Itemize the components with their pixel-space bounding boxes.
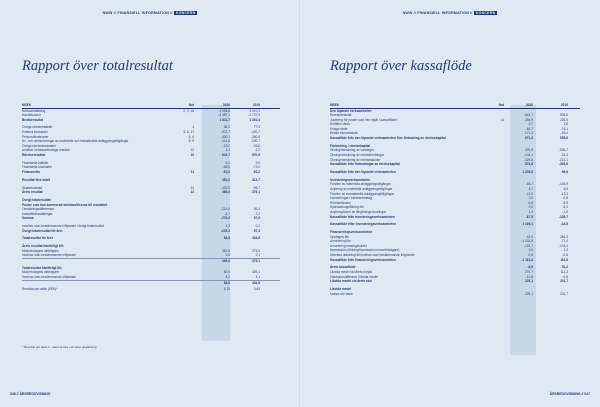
row-value-2019: 2,8: [563, 122, 568, 127]
row-value-2020: 6,1: [225, 160, 230, 165]
row-value-2020: 574,8: [525, 162, 533, 167]
row-label: Kassaflödessäkringar: [22, 211, 53, 216]
row-value-2020: -66,7: [525, 126, 533, 131]
row-value-2019: -8,9: [562, 200, 568, 205]
row-value-2019: 414,7: [252, 177, 260, 182]
row-value-2020: 1,4: [225, 148, 230, 153]
row-value-2019: -135,7: [558, 214, 568, 219]
row-value-2020: -68,8: [222, 165, 230, 170]
row-value-2020: -67,5: [525, 214, 533, 219]
row-value-2019: 6,9: [563, 186, 568, 191]
row-label: Förvärv av immateriella anläggningstillgångar: [330, 191, 395, 196]
column-2019-header: 2019: [560, 103, 568, 107]
row-label: Betald inkomstskatt: [330, 131, 358, 136]
row-value-2020: -400,1: [220, 134, 230, 139]
row-label: Moderbolagets aktieägare: [22, 270, 59, 275]
row-value-2020: -11,0: [525, 191, 533, 196]
row-label: Finansiella kostnader: [22, 165, 53, 170]
row-value-2019: 1 302,4: [249, 117, 260, 122]
row-value-2019: 375,1: [252, 259, 260, 264]
row-label: Likvida medel vid årets slut: [330, 279, 372, 284]
row-note: 12: [190, 148, 194, 153]
row-value-2019: -7,2: [254, 211, 260, 216]
row-label: Kassaflöde från den löpande verksamheten före förändring av rörelsekapital: [330, 136, 446, 141]
row-label: Poster som kan komma att omklassificeras till resultatet: [22, 202, 108, 207]
row-label: Kassaflöde från finansieringsverksamheten: [330, 257, 397, 262]
row-label: Valutakursdifferens i likvida medel: [330, 274, 378, 279]
column-2020-header: 2020: [525, 103, 533, 107]
row-label: Avyttring av materiella anläggningstillgångar: [330, 186, 393, 191]
row-value-2020: 363,0: [222, 259, 230, 264]
row-label: Övriga rörelseintäkter: [22, 125, 53, 130]
row-value-2019: -31,4: [560, 153, 568, 158]
row-value-2019: -62,2: [252, 170, 260, 174]
row-value-2019: -303,6: [558, 162, 568, 167]
row-value-2020: 84,8: [223, 236, 230, 241]
row-value-2020: 36,2: [223, 125, 230, 130]
row-label: Kassaflöde efter investeringsverksamheten: [330, 222, 396, 227]
row-value-2019: -95,7: [252, 185, 260, 190]
row-value-2020: 1 236,5: [522, 170, 533, 174]
row-value-2019: 91,2: [561, 265, 568, 270]
row-label: Upptagna lån: [330, 234, 349, 239]
row-value-2019: 2,1: [255, 253, 260, 258]
page-title: Rapport över kassaflöde: [330, 58, 472, 74]
row-label: Rörelseresultat: [22, 153, 46, 158]
row-value-2020: 4,7: [528, 186, 533, 191]
row-value-2020: 1 611,7: [219, 117, 230, 122]
row-label: Utbetald utdelning till innehav utan bestämmande inflytande: [330, 253, 415, 258]
row-note: 10: [190, 153, 194, 158]
row-value-2020: 361,5: [222, 248, 230, 253]
row-value-2020: -1 031,8: [521, 239, 533, 244]
row-label: Nettoomsättning: [22, 108, 46, 113]
row-value-2020: -472,7: [220, 130, 230, 135]
row-note: 13: [190, 190, 194, 195]
row-value-2019: -1,6: [562, 209, 568, 214]
header-prefix: NWW: [402, 11, 413, 15]
row-label: Nyemission (riktning/nyemission minoritetsägare): [330, 248, 400, 253]
row-value-2020: 264,9: [525, 117, 533, 122]
row-label: Investeringsverksamheten: [330, 177, 371, 182]
row-label: Övrigt totalresultat: [22, 197, 51, 202]
row-label: Amortering leasingskulder: [330, 243, 367, 248]
row-note: 11: [190, 170, 194, 174]
row-value-2020: -278,2: [220, 228, 230, 233]
row-label: Erhållen ränta: [330, 122, 350, 127]
row-value-2020: 43,9: [526, 234, 533, 239]
row-value-2020: 5,15: [223, 287, 230, 292]
footnote: * Resultat per aktie 1 - samma före och efter utspädning.: [22, 345, 98, 349]
row-label: Innehav utan bestämmande inflytande: [22, 275, 77, 279]
row-value-2019: -104,9: [558, 182, 568, 187]
footer-label: ÅRSREDOVISNING: [549, 392, 581, 396]
row-value-2019: 434,8: [252, 280, 260, 285]
row-value-2019: -93,4: [560, 131, 568, 136]
row-label: Årets resultat hänförligt till:: [22, 244, 64, 249]
row-value-2019: -0,8: [562, 196, 568, 201]
row-label: Resultat per aktie (SEK)*: [22, 287, 58, 292]
row-label: Totalresultat hänförligt till:: [22, 265, 63, 270]
row-value-2020: -279,3: [220, 216, 230, 221]
row-label: Rörelseförvärv: [330, 200, 351, 205]
row-note: 6, 6: [188, 134, 194, 139]
column-2019-header: 2019: [252, 103, 260, 107]
row-value-2020: 0,0: [528, 248, 533, 253]
row-value-2019: -420,7: [250, 130, 260, 135]
row-note: 4: [192, 125, 194, 130]
row-value-2019: -6,0: [562, 205, 568, 210]
row-value-2019: 434,8: [252, 236, 260, 241]
footer-label: ÅRSREDOVISNING: [19, 392, 51, 396]
page-footer: 046 // ÅRSREDOVISNING: [10, 392, 51, 396]
row-value-2020: 1,3: [528, 209, 533, 214]
row-value-2019: 110,6: [560, 257, 568, 262]
running-header: NWW // FINANSIELL INFORMATION // KONCERN: [102, 11, 196, 15]
row-label: Summa: [22, 216, 34, 221]
header-prefix: NWW: [102, 11, 113, 15]
row-value-2019: -34,5: [560, 222, 568, 227]
row-label: Handelsvaror: [22, 113, 41, 118]
row-label: Innehav utan bestämmande inflytande i övrigt totalresultat: [22, 224, 104, 229]
row-value-2020: 4 098,8: [219, 108, 230, 113]
row-value-2020: -10,8: [525, 274, 533, 279]
row-note: 14: [500, 117, 504, 122]
row-value-2020: -0,6: [527, 253, 533, 258]
row-label: Personalkostnader: [22, 134, 49, 139]
row-label: Finansiella intäkter: [22, 160, 49, 165]
row-value-2020: -1 113,4: [521, 257, 533, 262]
row-label: Finansieringsverksamheten: [330, 230, 373, 235]
page-footer: ÅRSREDOVISNING // 047: [549, 392, 590, 396]
row-label: Kassaflöde från förändringar av rörelsekapital: [330, 162, 400, 167]
row-label: Årets kassaflöde: [330, 265, 356, 270]
row-value-2019: -2 707,9: [248, 113, 260, 118]
row-label: Årets resultat: [22, 190, 43, 195]
row-note: 2, 3, 18: [183, 108, 194, 113]
row-label: Resultat före skatt: [22, 177, 50, 182]
row-value-2020: 476,9: [525, 148, 533, 153]
row-value-2019: 5,63: [253, 287, 260, 292]
row-value-2019: 4,1: [255, 275, 260, 279]
row-label: Den löpande verksamheten: [330, 108, 372, 113]
row-value-2020: -171,3: [523, 131, 533, 136]
row-note: 12: [190, 185, 194, 190]
row-label: Investeringar i intresseföretag: [330, 196, 372, 201]
row-value-2020: 225,1: [525, 279, 533, 284]
row-value-2019: -535,7: [558, 148, 568, 153]
row-value-2020: 0,0: [528, 205, 533, 210]
row-label: Kassa och bank: [330, 291, 353, 296]
row-value-2019: 429,1: [252, 270, 260, 275]
row-label: Externa kostnader: [22, 130, 48, 135]
row-value-2020: -115,0: [221, 185, 230, 190]
row-label: Bruttoresultat: [22, 117, 44, 122]
row-value-2020: -429,5: [523, 157, 533, 162]
row-value-2019: 9,9: [255, 160, 260, 165]
row-value-2019: 0,2: [255, 224, 260, 229]
table-row: [330, 292, 580, 297]
page-number: 046: [10, 392, 16, 396]
row-value-2019: -103,4: [558, 243, 568, 248]
row-value-2020: 1 169,1: [522, 222, 533, 227]
row-value-2019: -0,6: [562, 253, 568, 258]
row-note: 5, 6, 17: [183, 130, 194, 135]
row-value-2020: -114,6: [221, 139, 230, 144]
row-value-2019: -213,1: [558, 157, 568, 162]
row-value-2019: 379,1: [252, 190, 260, 195]
row-label: Kassaflöde från den löpande verksamheten: [330, 170, 396, 174]
row-label: Rörelseresultat: [330, 113, 352, 118]
row-label: Totalresultat för året: [22, 236, 53, 241]
row-value-2020: -134,1: [523, 153, 533, 158]
header-highlight: KONCERN: [475, 11, 496, 15]
row-label: Skattekostnad: [22, 185, 43, 190]
row-value-2020: 643,7: [222, 153, 230, 158]
row-label: Justering för poster som inte ingår i kassaflödet: [330, 117, 397, 122]
row-value-2020: 481,0: [222, 177, 230, 182]
row-value-2020: 0,7: [528, 122, 533, 127]
row-label: Ökning/minskning av varulager: [330, 148, 374, 153]
row-value-2019: 201,7: [560, 279, 568, 284]
row-value-2019: -13,3: [560, 191, 568, 196]
row-label: Kassaflöde från investeringsverksamheten: [330, 214, 396, 219]
row-value-2019: 201,7: [560, 291, 568, 296]
column-label-header: MSEK: [22, 103, 32, 107]
running-header: NWW // FINANSIELL INFORMATION // KONCERN: [402, 11, 496, 15]
row-value-2020: -66,7: [525, 182, 533, 187]
row-value-2020: -4,7: [224, 211, 230, 216]
right-page: [300, 0, 600, 407]
row-value-2020: 201,7: [525, 270, 533, 275]
row-value-2019: 1,3: [563, 248, 568, 253]
row-value-2020: 4,2: [225, 275, 230, 279]
row-value-2019: 57,3: [253, 228, 260, 233]
row-value-2020: -124,7: [523, 243, 533, 248]
row-value-2019: -76,1: [560, 126, 568, 131]
row-label: Ökning/minskning av rörelsefordringar: [330, 153, 384, 158]
row-value-2019: 59,4: [253, 207, 260, 212]
row-value-2019: -71,4: [560, 239, 568, 244]
row-value-2020: -214,5: [220, 207, 230, 212]
row-value-2019: 111,3: [560, 270, 568, 275]
row-value-2020: 671,3: [525, 136, 533, 141]
row-value-2020: -0,6: [527, 200, 533, 205]
row-value-2020: 1,3: [225, 224, 230, 229]
row-label: Omräkningsdifferenser: [22, 207, 55, 212]
row-value-2019: -100,7: [250, 139, 260, 144]
column-note-header: Not: [188, 103, 194, 107]
row-value-2020: 366,0: [222, 190, 230, 195]
row-value-2019: 4 010,3: [249, 108, 260, 113]
row-label: Av- och nedskrivningar av materiella och immateriella anläggningstillgångar: [22, 139, 129, 144]
row-value-2019: -1,2: [254, 148, 260, 153]
row-label: Andelar i intresseföretags resultat: [22, 148, 70, 153]
row-value-2019: -0,8: [562, 274, 568, 279]
row-value-2019: 284,3: [560, 234, 568, 239]
row-value-2020: -6,8: [527, 265, 533, 270]
table-row: [22, 287, 280, 292]
column-label-header: MSEK: [330, 103, 340, 107]
row-value-2019: 595,6: [560, 136, 568, 141]
row-label: Övriga rörelsekostnader: [22, 143, 57, 148]
header-section: FINANSIELL INFORMATION: [117, 11, 169, 15]
income-statement-table: [22, 103, 280, 292]
column-note-header: Not: [498, 103, 504, 107]
row-label: Förvärv av materiella anläggningstillgångar: [330, 182, 391, 187]
row-label: Finansnetto: [22, 170, 41, 174]
row-label: Spärrade/upplåtning lån: [330, 205, 364, 210]
row-value-2019: 99,6: [561, 170, 568, 174]
row-label: Amortering lån: [330, 239, 351, 244]
header-section: FINANSIELL INFORMATION: [417, 11, 469, 15]
row-value-2019: 535,8: [560, 113, 568, 118]
header-highlight: KONCERN: [175, 11, 196, 15]
row-value-2020: -18,2: [222, 143, 230, 148]
row-label: Ökning/minskning av rörelseskulder: [330, 157, 381, 162]
cash-flow-table: [330, 103, 580, 296]
column-2020-header: 2020: [222, 103, 230, 107]
row-label: Övrigt totalresultat för året: [22, 228, 63, 233]
row-value-2019: 570,5: [252, 153, 260, 158]
row-label: Likvida medel: [330, 287, 352, 291]
page-number: 047: [584, 392, 590, 396]
row-label: Likvida medel vid årets början: [330, 270, 373, 275]
row-value-2020: 0,0: [528, 196, 533, 201]
row-value-2019: -72,0: [252, 165, 260, 170]
row-value-2020: 80,9: [223, 270, 230, 275]
row-value-2020: 1,5: [225, 253, 230, 258]
row-label: Moderbolagets aktieägare: [22, 248, 59, 253]
row-label: Förändring i rörelsekapital: [330, 143, 371, 148]
row-value-2020: -61,9: [222, 170, 230, 174]
row-value-2019: -26,6: [252, 143, 260, 148]
row-value-2020: 225,1: [525, 291, 533, 296]
row-value-2020: -2 487,1: [218, 113, 230, 118]
row-label: Innehav utan bestämmande inflytande: [22, 253, 77, 258]
row-value-2020: 643,7: [525, 113, 533, 118]
row-label: Erlagd ränta: [330, 126, 348, 131]
row-value-2019: -260,6: [250, 134, 260, 139]
row-label: Avyttring/lösen av långfristiga fordringar: [330, 209, 386, 214]
row-value-2020: 84,8: [223, 280, 230, 285]
row-value-2019: 373,0: [252, 248, 260, 253]
row-value-2019: 226,5: [560, 117, 568, 122]
row-value-2019: 57,5: [253, 216, 260, 221]
page-title: Rapport över totalresultat: [22, 58, 173, 74]
row-value-2019: 77,9: [253, 125, 260, 130]
row-note: 8, 9: [188, 139, 194, 144]
